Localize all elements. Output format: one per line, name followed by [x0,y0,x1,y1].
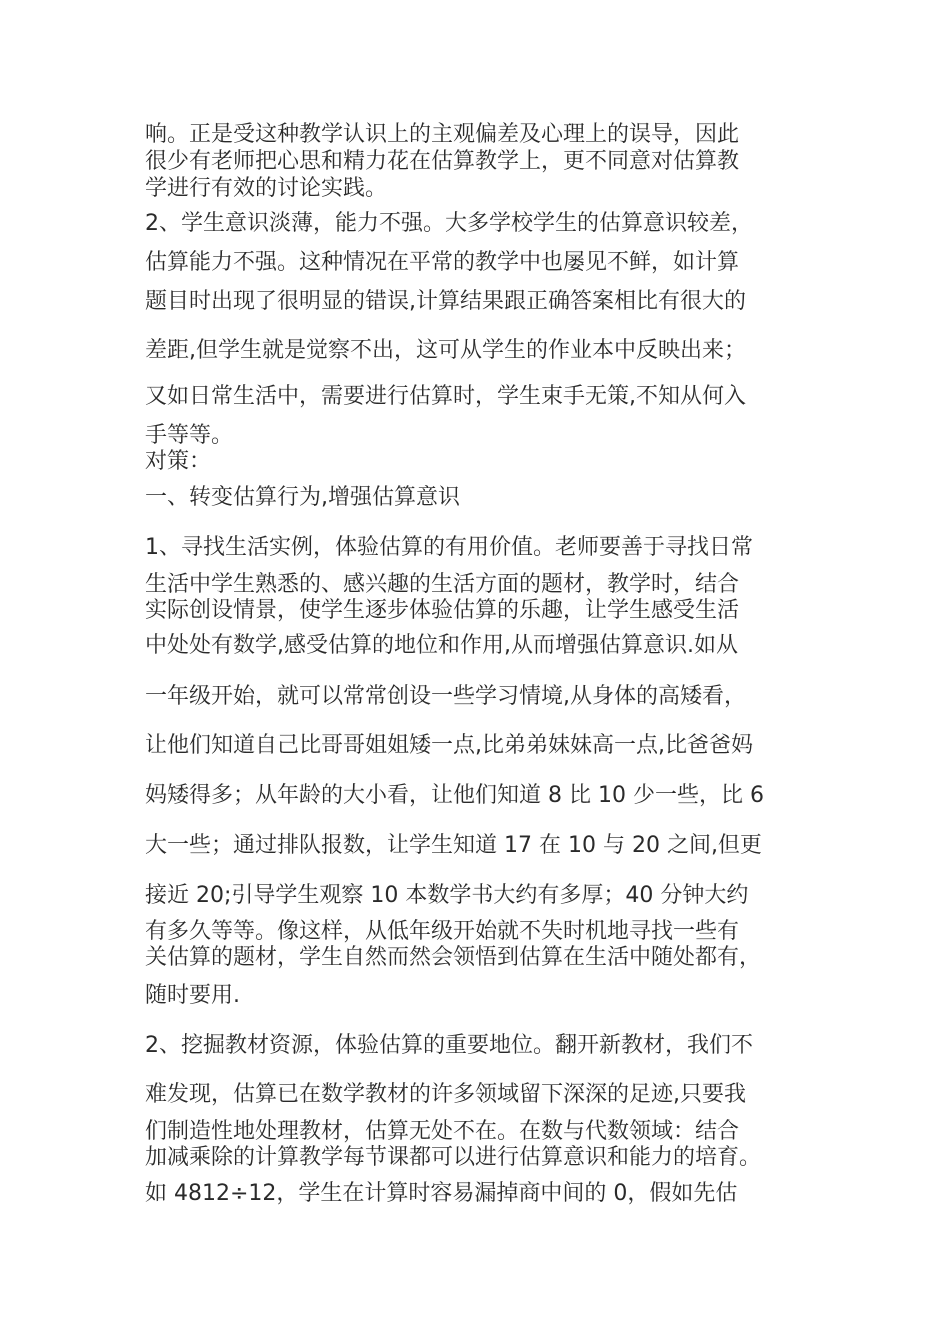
text-line: 加减乘除的计算教学每节课都可以进行估算意识和能力的培育。 [145,1145,762,1170]
text-line: 妈矮得多；从年龄的大小看，让他们知道 8 比 10 少一些，比 6 [145,783,764,808]
text-line: 随时要用. [145,983,240,1008]
text-line: 有多久等等。像这样，从低年级开始就不失时机地寻找一些有 [145,919,740,944]
text-line: 大一些；通过排队报数，让学生知道 17 在 10 与 20 之间,但更 [145,833,762,858]
text-line: 如 4812÷12，学生在计算时容易漏掉商中间的 0，假如先估 [145,1181,738,1206]
text-line: 又如日常生活中，需要进行估算时，学生束手无策,不知从何入 [145,384,746,409]
text-line: 生活中学生熟悉的、感兴趣的生活方面的题材，教学时，结合 [145,572,740,597]
text-line: 估算能力不强。这种情况在平常的教学中也屡见不鲜，如计算 [145,250,740,275]
text-line: 一年级开始，就可以常常创设一些学习情境,从身体的高矮看， [145,684,746,709]
text-line: 一、转变估算行为,增强估算意识 [145,485,460,510]
text-line: 响。正是受这种教学认识上的主观偏差及心理上的误导，因此 [145,122,740,147]
text-line: 中处处有数学,感受估算的地位和作用,从而增强估算意识.如从 [145,633,738,658]
text-line: 对策： [145,449,212,474]
text-line: 接近 20;引导学生观察 10 本数学书大约有多厚；40 分钟大约 [145,883,749,908]
text-line: 难发现，估算已在数学教材的许多领域留下深深的足迹,只要我 [145,1082,746,1107]
text-line: 手等等。 [145,423,234,448]
text-line: 很少有老师把心思和精力花在估算教学上，更不同意对估算教 [145,149,740,174]
text-line: 2、学生意识淡薄，能力不强。大多学校学生的估算意识较差， [145,211,753,236]
text-line: 题目时出现了很明显的错误,计算结果跟正确答案相比有很大的 [145,289,746,314]
text-line: 让他们知道自己比哥哥姐姐矮一点,比弟弟妹妹高一点,比爸爸妈 [145,733,753,758]
text-line: 实际创设情景，使学生逐步体验估算的乐趣，让学生感受生活 [145,598,740,623]
text-line: 1、寻找生活实例，体验估算的有用价值。老师要善于寻找日常 [145,535,753,560]
text-line: 关估算的题材，学生自然而然会领悟到估算在生活中随处都有， [145,945,762,970]
text-line: 差距,但学生就是觉察不出，这可从学生的作业本中反映出来； [145,338,746,363]
text-line: 们制造性地处理教材，估算无处不在。在数与代数领域：结合 [145,1119,740,1144]
text-line: 学进行有效的讨论实践。 [145,176,388,201]
text-line: 2、挖掘教材资源，体验估算的重要地位。翻开新教材，我们不 [145,1033,753,1058]
